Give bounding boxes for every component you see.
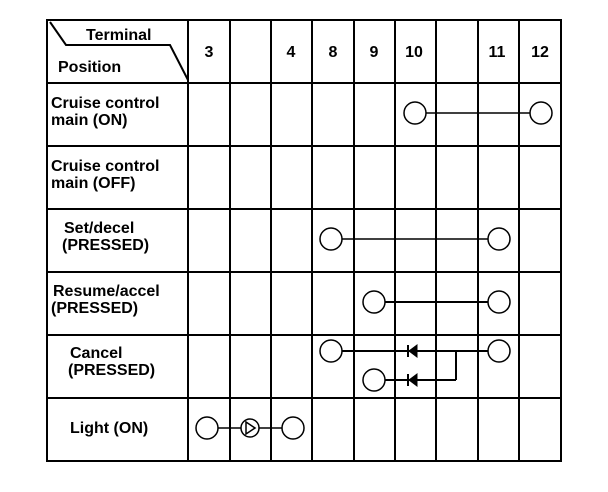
- terminal-number: 10: [405, 44, 423, 61]
- terminal-circle: [196, 417, 218, 439]
- continuity-light-on: [196, 417, 304, 439]
- terminal-number: 3: [204, 44, 214, 61]
- position-header-label: Position: [58, 59, 122, 76]
- position-label: (PRESSED): [68, 362, 156, 379]
- terminal-number: 9: [369, 44, 379, 61]
- position-label: Cruise control: [51, 158, 160, 175]
- position-label: Cruise control: [51, 95, 160, 112]
- terminal-circle: [363, 369, 385, 391]
- terminal-circle: [404, 102, 426, 124]
- terminal-number: 11: [488, 44, 506, 61]
- position-label: Cancel: [70, 345, 123, 362]
- position-label: (PRESSED): [51, 300, 139, 317]
- terminal-circle: [488, 228, 510, 250]
- diode-icon: [409, 374, 417, 386]
- position-label: Light (ON): [70, 420, 149, 437]
- terminal-circle: [488, 340, 510, 362]
- terminal-number: 4: [286, 44, 296, 61]
- position-label: main (ON): [51, 112, 128, 129]
- position-label: Set/decel: [64, 220, 135, 237]
- terminal-header-label: Terminal: [86, 27, 152, 44]
- terminal-number: 12: [531, 44, 549, 61]
- terminal-circle: [320, 228, 342, 250]
- continuity-cancel: [320, 340, 510, 391]
- terminal-circle: [530, 102, 552, 124]
- terminal-circle: [320, 340, 342, 362]
- terminal-circle: [282, 417, 304, 439]
- terminal-circle: [363, 291, 385, 313]
- terminal-circle: [488, 291, 510, 313]
- position-label: main (OFF): [51, 175, 136, 192]
- position-label: Resume/accel: [53, 283, 160, 300]
- diode-icon: [409, 345, 417, 357]
- terminal-numbers: [205, 44, 549, 61]
- terminal-number: 8: [328, 44, 338, 61]
- continuity-set-decel: [320, 228, 510, 250]
- position-label: (PRESSED): [62, 237, 150, 254]
